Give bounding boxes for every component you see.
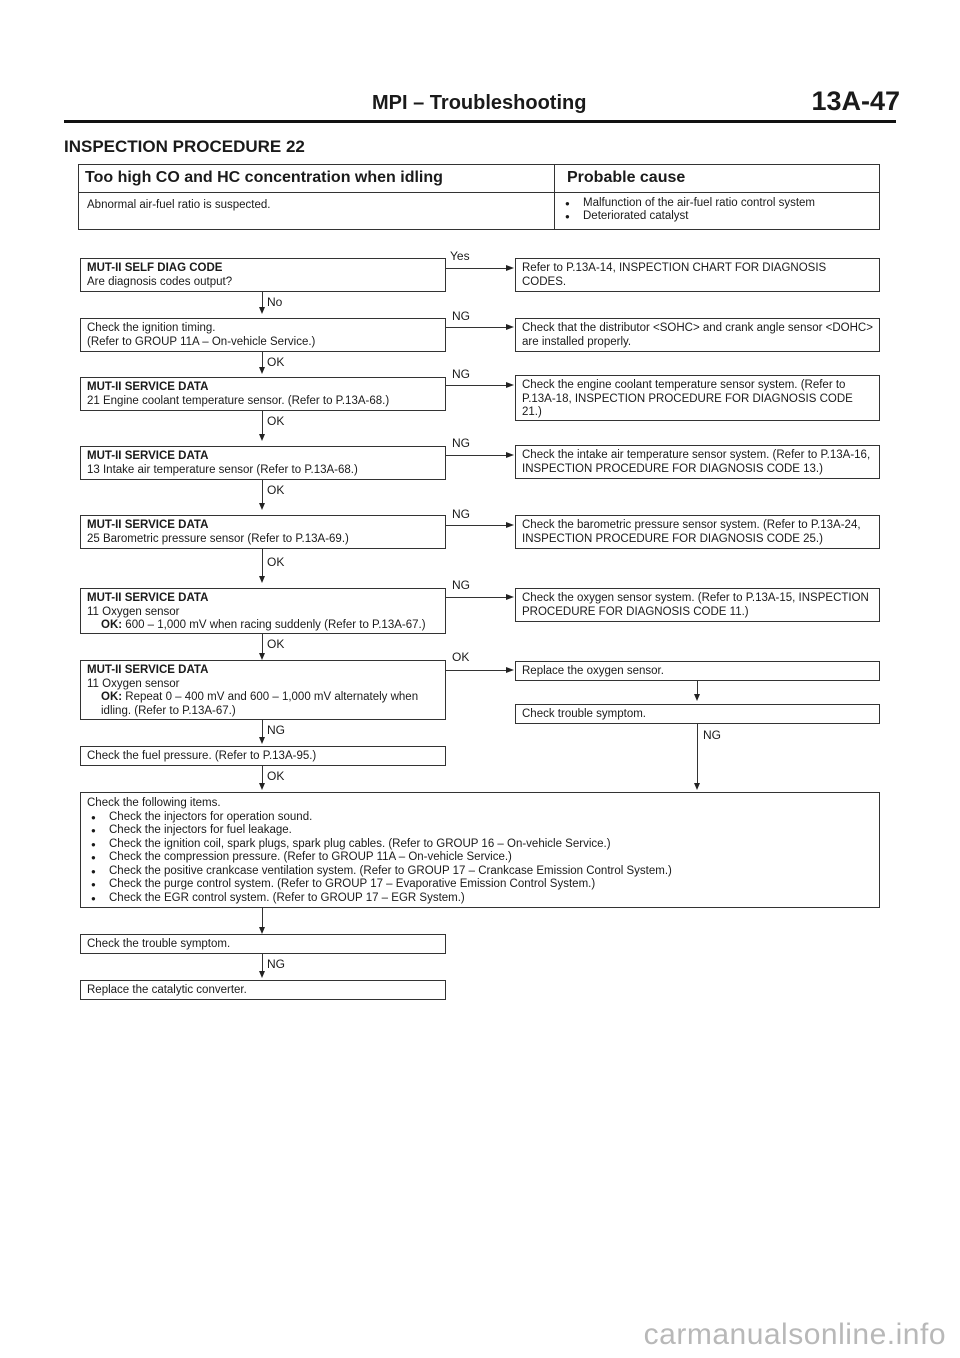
step-oxygen-sensor-racing [80, 588, 446, 634]
result-replace-oxygen-sensor [515, 661, 880, 681]
yes-label: Yes [450, 249, 470, 263]
ok-key: OK: [101, 691, 123, 703]
ok-key: OK: [101, 619, 123, 631]
arrow-down-icon [259, 971, 265, 978]
ng-connector [446, 597, 506, 598]
check-item: ● Check the injectors for operation sound. [87, 811, 873, 825]
no-label: No [267, 295, 283, 309]
result-barometric-check [515, 515, 880, 549]
ng-connector [446, 327, 506, 328]
ng-connector [446, 455, 506, 456]
check-trouble-symptom [515, 704, 880, 724]
step-text: (Refer to GROUP 11A – On-vehicle Service.) [87, 335, 316, 348]
check-item: ● Check the purge control system. (Refer to GROUP 17 – Evaporative Emission Control System.) [87, 878, 873, 892]
step-text: Are diagnosis codes output? [87, 275, 233, 288]
arrow-down-icon [259, 503, 265, 510]
step-text: Replace the catalytic converter. [87, 984, 247, 996]
arrow-down-icon [259, 783, 265, 790]
arrow-down-icon [694, 694, 700, 701]
step-text: 25 Barometric pressure sensor (Refer to P.13A-69.) [87, 532, 349, 545]
step-barometric-pressure-sensor [80, 515, 446, 549]
ng-connector [446, 385, 506, 386]
check-items-list [87, 811, 873, 906]
check-item: ● Check the EGR control system. (Refer to GROUP 17 – EGR System.) [87, 892, 873, 906]
arrow-right-icon [506, 452, 514, 458]
cause-item: ● Deteriorated catalyst [561, 210, 873, 223]
cause-item: ● Malfunction of the air-fuel ratio control system [561, 197, 873, 210]
result-text: Check the barometric pressure sensor system. (Refer to P.13A-24, INSPECTION PROCEDURE FOR DIAGNOSIS CODE 25.) [522, 519, 861, 545]
ok-criteria [87, 691, 439, 718]
ok-connector [446, 670, 506, 671]
arrow-down-icon [259, 737, 265, 744]
ng-label: NG [452, 309, 470, 323]
ok-label: OK [452, 650, 470, 664]
header-rule [64, 120, 896, 123]
step-title: MUT-II SERVICE DATA [87, 450, 209, 462]
table-column-divider [554, 165, 555, 229]
result-text: Check the intake air temperature sensor system. (Refer to P.13A-16, INSPECTION PROCEDURE FOR DIAGNOSIS CODE 13.) [522, 449, 871, 475]
step-oxygen-sensor-idling [80, 660, 446, 720]
arrow-right-icon [506, 324, 514, 330]
arrow-down-icon [694, 783, 700, 790]
ok-criteria [87, 619, 439, 633]
step-text: 13 Intake air temperature sensor (Refer to P.13A-68.) [87, 463, 358, 476]
probable-cause-header: Probable cause [567, 169, 686, 186]
step-title: MUT-II SERVICE DATA [87, 519, 209, 531]
step-text: Check the trouble symptom. [87, 938, 231, 950]
check-item: ● Check the compression pressure. (Refer to GROUP 11A – On-vehicle Service.) [87, 851, 873, 865]
step-title: MUT-II SERVICE DATA [87, 664, 209, 676]
arrow-down-icon [259, 576, 265, 583]
check-items-intro: Check the following items. [87, 797, 221, 809]
result-distributor-check [515, 318, 880, 352]
step-fuel-pressure [80, 746, 446, 766]
step-text: 11 Oxygen sensor [87, 605, 180, 618]
ng-label: NG [452, 436, 470, 450]
step-text: Check the ignition timing. [87, 322, 216, 334]
arrow-right-icon [506, 522, 514, 528]
check-item: ● Check the injectors for fuel leakage. [87, 824, 873, 838]
ok-criteria-text: Repeat 0 – 400 mV and 600 – 1,000 mV alternately when idling. (Refer to P.13A-67.) [101, 691, 419, 717]
ng-label: NG [267, 957, 285, 971]
symptom-table [78, 164, 880, 230]
step-check-trouble-symptom [80, 934, 446, 954]
ok-label: OK [267, 355, 285, 369]
ok-label: OK [267, 483, 285, 497]
step-text: Check the fuel pressure. (Refer to P.13A-95.) [87, 750, 317, 762]
ng-label: NG [703, 728, 721, 742]
yes-connector [446, 268, 506, 269]
ng-label: NG [452, 367, 470, 381]
result-intake-air-check [515, 445, 880, 479]
arrow-down-icon [259, 434, 265, 441]
step-check-items [80, 792, 880, 908]
step-self-diag-code [80, 258, 446, 292]
ng-connector [697, 724, 698, 788]
result-text: Refer to P.13A-14, INSPECTION CHART FOR DIAGNOSIS CODES. [522, 262, 827, 288]
step-replace-catalytic-converter [80, 980, 446, 1000]
step-ignition-timing [80, 318, 446, 352]
arrow-down-icon [259, 307, 265, 314]
arrow-right-icon [506, 382, 514, 388]
ng-label: NG [267, 723, 285, 737]
step-title: MUT-II SERVICE DATA [87, 381, 209, 393]
ok-label: OK [267, 769, 285, 783]
symptom-description: Abnormal air-fuel ratio is suspected. [87, 199, 271, 211]
arrow-right-icon [506, 265, 514, 271]
result-coolant-temp-check [515, 375, 880, 421]
symptom-title: Too high CO and HC concentration when idling [85, 169, 443, 186]
arrow-down-icon [259, 367, 265, 374]
result-text: Replace the oxygen sensor. [522, 665, 664, 677]
arrow-down-icon [259, 653, 265, 660]
step-text: 21 Engine coolant temperature sensor. (Refer to P.13A-68.) [87, 394, 390, 407]
arrow-right-icon [506, 594, 514, 600]
section-title: MPI – Troubleshooting [372, 92, 587, 114]
probable-cause-list [561, 197, 873, 223]
arrow-down-icon [259, 927, 265, 934]
step-title: MUT-II SELF DIAG CODE [87, 262, 223, 274]
page-number: 13A-47 [811, 86, 900, 116]
result-oxygen-sensor-check [515, 588, 880, 622]
result-text: Check the engine coolant temperature sensor system. (Refer to P.13A-18, INSPECTION PROCEDURE FOR DIAGNOSIS CODE 21.) [522, 379, 853, 418]
ng-connector [446, 525, 506, 526]
ok-criteria-text: 600 – 1,000 mV when racing suddenly (Refer to P.13A-67.) [125, 619, 426, 631]
table-divider [79, 192, 879, 193]
check-item: ● Check the positive crankcase ventilation system. (Refer to GROUP 17 – Crankcase Emission Control System.) [87, 865, 873, 879]
arrow-right-icon [506, 667, 514, 673]
ok-label: OK [267, 414, 285, 428]
result-diagnosis-chart [515, 258, 880, 292]
result-text: Check that the distributor <SOHC> and crank angle sensor <DOHC> are installed properly. [522, 322, 873, 348]
step-text: 11 Oxygen sensor [87, 677, 180, 690]
result-text: Check the oxygen sensor system. (Refer to P.13A-15, INSPECTION PROCEDURE FOR DIAGNOSIS CODE 11.) [522, 592, 869, 618]
procedure-title: INSPECTION PROCEDURE 22 [64, 137, 305, 156]
step-text: Check trouble symptom. [522, 708, 646, 720]
step-intake-air-temp-sensor [80, 446, 446, 480]
watermark: carmanualsonline.info [643, 1318, 946, 1351]
step-title: MUT-II SERVICE DATA [87, 592, 209, 604]
check-item: ● Check the ignition coil, spark plugs, spark plug cables. (Refer to GROUP 16 – On-vehicle Service.) [87, 838, 873, 852]
ng-label: NG [452, 578, 470, 592]
ng-label: NG [452, 507, 470, 521]
ok-label: OK [267, 637, 285, 651]
ok-label: OK [267, 555, 285, 569]
step-coolant-temp-sensor [80, 377, 446, 411]
